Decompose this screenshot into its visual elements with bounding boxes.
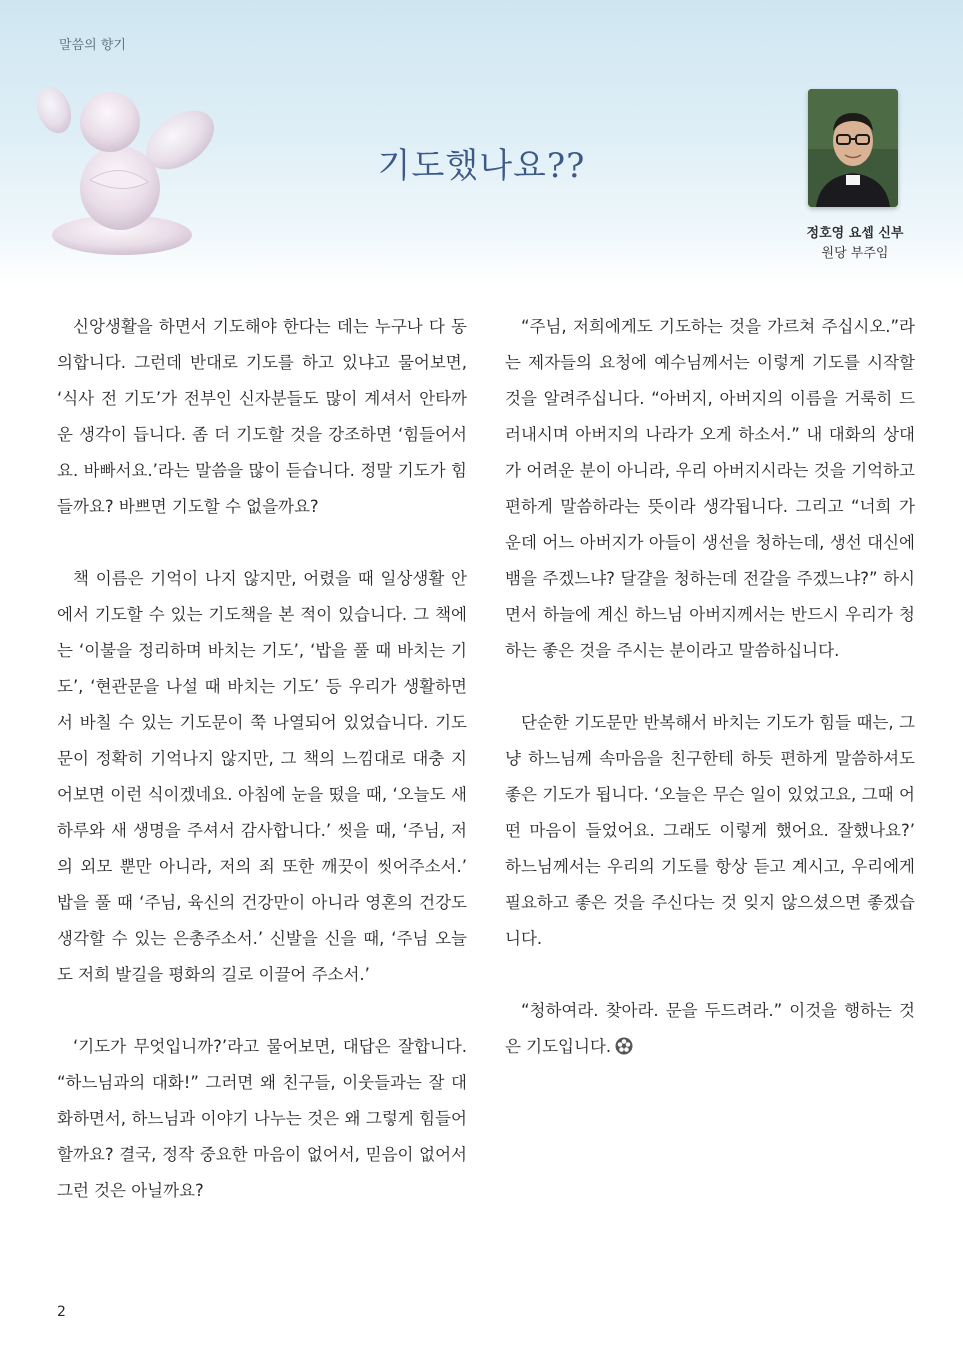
author-name: 정호영 요셉 신부 bbox=[806, 226, 904, 241]
paragraph: ‘기도가 무엇입니까?’라고 물어보면, 대답은 잘합니다. “하느님과의 대화!” 그러면 왜 친구들, 이웃들과는 잘 대화하면서, 하느님과 이야기 나누는 것은 왜 그렇게 힘들어 할까요? 결국, 정작 중요한 마음이 없어서, 믿음이 없어서 그런 것은 아닐까요? bbox=[57, 1037, 467, 1200]
section-label: 말씀의 향기 bbox=[59, 38, 126, 53]
priest-portrait bbox=[808, 89, 898, 207]
last-paragraph bbox=[505, 993, 915, 1065]
paragraph: “주님, 저희에게도 기도하는 것을 가르쳐 주십시오.”라는 제자들의 요청에 예수님께서는 이렇게 기도를 시작할 것을 알려주십니다. “아버지, 아버지의 이름을 거룩히 드러내시며 아버지의 나라가 오게 하소서.” 내 대화의 상대가 어려운 분이 아니라, 우리 아버지시라는 것을 기억하고 편하게 말씀하라는 뜻이라 생각됩니다. 그리고 “너희 가운데 어느 아버지가 아들이 생선을 청하는데, 생선 대신에 뱀을 주겠느냐? 달걀을 청하는데 전갈을 주겠느냐?” 하시면서 하늘에 계신 하느님 아버지께서는 반드시 우리가 청하는 좋은 것을 주시는 분이라고 말씀하십니다. bbox=[505, 317, 915, 660]
paragraph-text: “청하여라. 찾아라. 문을 두드려라.” 이것을 행하는 것은 기도입니다. bbox=[505, 1001, 915, 1056]
paragraph: 단순한 기도문만 반복해서 바치는 기도가 힘들 때는, 그냥 하느님께 속마음을 친구한테 하듯 편하게 말씀하셔도 좋은 기도가 됩니다. ‘오늘은 무슨 일이 있었고요, 그때 어떤 마음이 들었어요. 그래도 이렇게 했어요. 잘했나요?’ 하느님께서는 우리의 기도를 항상 듣고 계시고, 우리에게 필요하고 좋은 것을 주신다는 것 잊지 않으셨으면 좋겠습니다. bbox=[505, 713, 915, 948]
article-column-left bbox=[57, 309, 467, 1209]
article-column-right bbox=[505, 309, 915, 1065]
end-ornament-icon bbox=[615, 1037, 633, 1055]
author-role: 원당 부주임 bbox=[821, 246, 889, 261]
page-number: 2 bbox=[57, 1304, 66, 1320]
page-title: 기도했나요?? bbox=[377, 146, 586, 186]
paragraph: 신앙생활을 하면서 기도해야 한다는 데는 누구나 다 동의합니다. 그런데 반대로 기도를 하고 있냐고 물어보면, ‘식사 전 기도’가 전부인 신자분들도 많이 계셔서 안타까운 생각이 듭니다. 좀 더 기도할 것을 강조하면 ‘힘들어서요. 바빠서요.’라는 말씀을 많이 듣습니다. 정말 기도가 힘들까요? 바쁘면 기도할 수 없을까요? bbox=[57, 317, 467, 516]
paragraph: 책 이름은 기억이 나지 않지만, 어렸을 때 일상생활 안에서 기도할 수 있는 기도책을 본 적이 있습니다. 그 책에는 ‘이불을 정리하며 바치는 기도’, ‘밥을 풀 때 바치는 기도’, ‘현관문을 나설 때 바치는 기도’ 등 우리가 생활하면서 바칠 수 있는 기도문이 쭉 나열되어 있었습니다. 기도문이 정확히 기억나지 않지만, 그 책의 느낌대로 대충 지어보면 이런 식이겠네요. 아침에 눈을 떴을 때, ‘오늘도 새 하루와 새 생명을 주셔서 감사합니다.’ 씻을 때, ‘주님, 저의 외모 뿐만 아니라, 저의 죄 또한 깨끗이 씻어주소서.’ 밥을 풀 때 ‘주님, 육신의 건강만이 아니라 영혼의 건강도 생각할 수 있는 은총주소서.’ 신발을 신을 때, ‘주님 오늘도 저희 발길을 평화의 길로 이끌어 주소서.’ bbox=[57, 569, 467, 984]
